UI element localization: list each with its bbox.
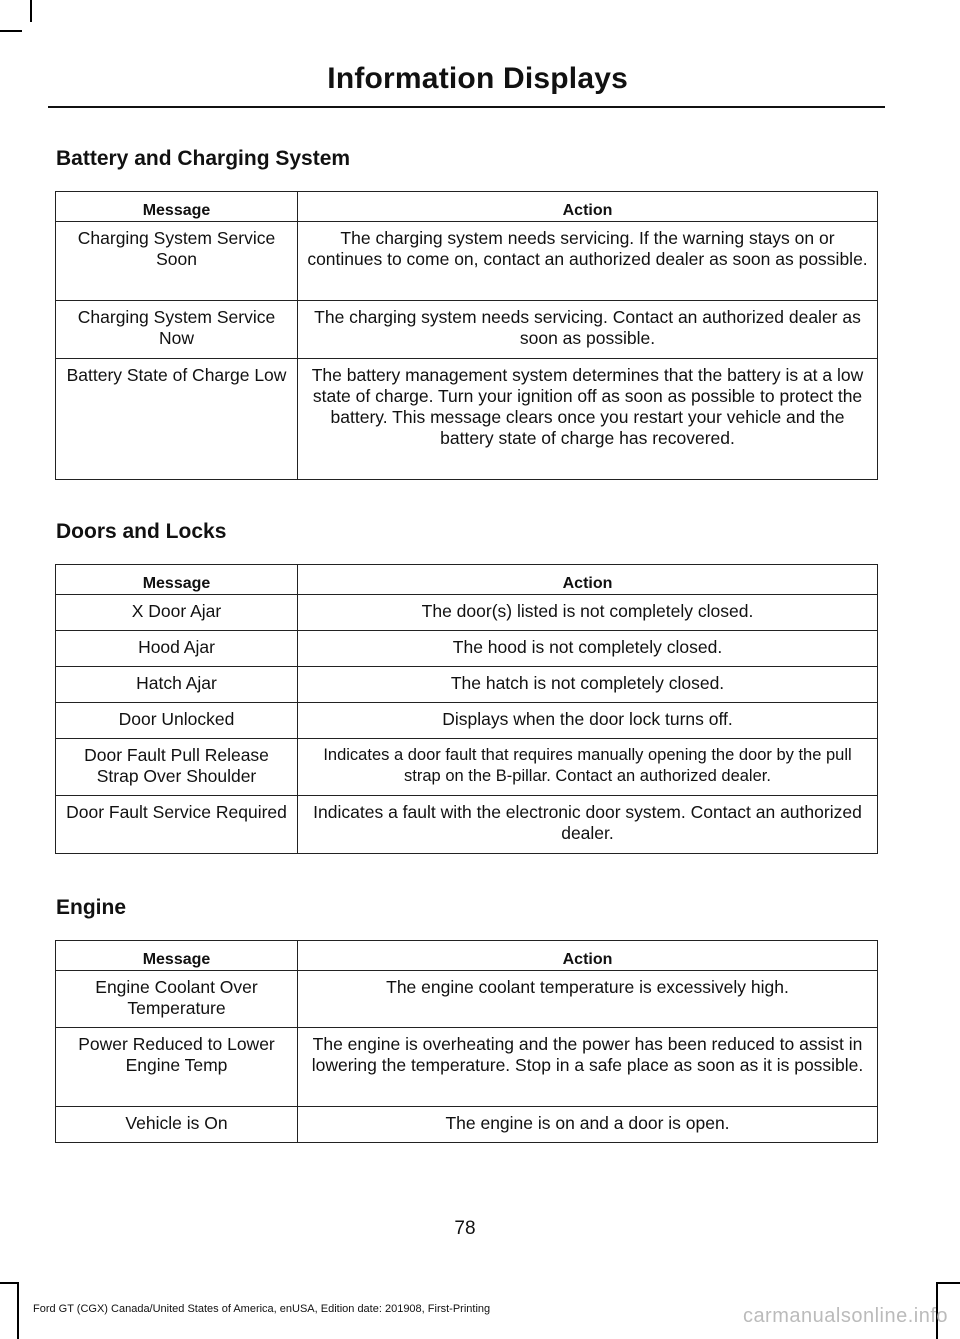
table-row xyxy=(56,703,878,739)
table-row xyxy=(56,1107,878,1143)
column-header-message: Message xyxy=(56,192,298,222)
column-header-message: Message xyxy=(56,941,298,971)
table-row xyxy=(56,301,878,359)
action-cell: The hood is not completely closed. xyxy=(298,631,878,667)
message-cell: Door Unlocked xyxy=(56,703,298,739)
doors-table xyxy=(55,564,878,854)
engine-table xyxy=(55,940,878,1143)
action-cell: The hatch is not completely closed. xyxy=(298,667,878,703)
message-cell: Hood Ajar xyxy=(56,631,298,667)
page-title: Information Displays xyxy=(327,62,628,95)
message-cell: Power Reduced to Lower Engine Temp xyxy=(56,1028,298,1107)
action-cell: Indicates a fault with the electronic door system. Contact an authorized dealer. xyxy=(298,796,878,854)
column-header-action: Action xyxy=(298,941,878,971)
action-cell: Indicates a door fault that requires manually opening the door by the pull strap on the B-pillar. Contact an authorized dealer. xyxy=(298,739,878,796)
message-cell: Hatch Ajar xyxy=(56,667,298,703)
table-row xyxy=(56,1028,878,1107)
column-header-action: Action xyxy=(298,192,878,222)
message-cell: Door Fault Service Required xyxy=(56,796,298,854)
action-cell: Displays when the door lock turns off. xyxy=(298,703,878,739)
table-row xyxy=(56,739,878,796)
column-header-action: Action xyxy=(298,565,878,595)
crop-mark-top-left-vertical xyxy=(30,0,32,22)
table-row xyxy=(56,667,878,703)
message-cell: Battery State of Charge Low xyxy=(56,359,298,480)
edition-footer: Ford GT (CGX) Canada/United States of America, enUSA, Edition date: 201908, First-Printing xyxy=(33,1303,491,1315)
action-cell: The engine is overheating and the power has been reduced to assist in lowering the temperature. Stop in a safe place as soon as it is possible. xyxy=(298,1028,878,1107)
message-cell: Vehicle is On xyxy=(56,1107,298,1143)
action-cell: The door(s) listed is not completely closed. xyxy=(298,595,878,631)
column-header-message: Message xyxy=(56,565,298,595)
table-header-row xyxy=(56,565,878,595)
table-row xyxy=(56,971,878,1028)
table-header-row xyxy=(56,941,878,971)
message-cell: Door Fault Pull Release Strap Over Shoulder xyxy=(56,739,298,796)
watermark: carmanualsonline.info xyxy=(742,1305,948,1327)
table-row xyxy=(56,222,878,301)
table-row xyxy=(56,631,878,667)
table-row xyxy=(56,595,878,631)
message-cell: X Door Ajar xyxy=(56,595,298,631)
message-cell: Charging System Service Soon xyxy=(56,222,298,301)
section-title-engine: Engine xyxy=(56,896,127,919)
header-divider xyxy=(48,106,885,108)
crop-mark-bottom-left xyxy=(0,1282,19,1339)
page-number: 78 xyxy=(454,1218,476,1239)
section-title-doors: Doors and Locks xyxy=(56,520,227,543)
action-cell: The engine is on and a door is open. xyxy=(298,1107,878,1143)
crop-mark-top-left xyxy=(0,30,22,32)
message-cell: Engine Coolant Over Temperature xyxy=(56,971,298,1028)
action-cell: The engine coolant temperature is excessively high. xyxy=(298,971,878,1028)
action-cell: The battery management system determines that the battery is at a low state of charge. Turn your ignition off as soon as possible to protect the battery. This message clears once you restart your vehicle and the battery state of charge has recovered. xyxy=(298,359,878,480)
action-cell: The charging system needs servicing. If the warning stays on or continues to come on, contact an authorized dealer as soon as possible. xyxy=(298,222,878,301)
table-header-row xyxy=(56,192,878,222)
battery-table xyxy=(55,191,878,480)
table-row xyxy=(56,359,878,480)
table-row xyxy=(56,796,878,854)
action-cell: The charging system needs servicing. Contact an authorized dealer as soon as possible. xyxy=(298,301,878,359)
message-cell: Charging System Service Now xyxy=(56,301,298,359)
section-title-battery: Battery and Charging System xyxy=(56,147,351,170)
